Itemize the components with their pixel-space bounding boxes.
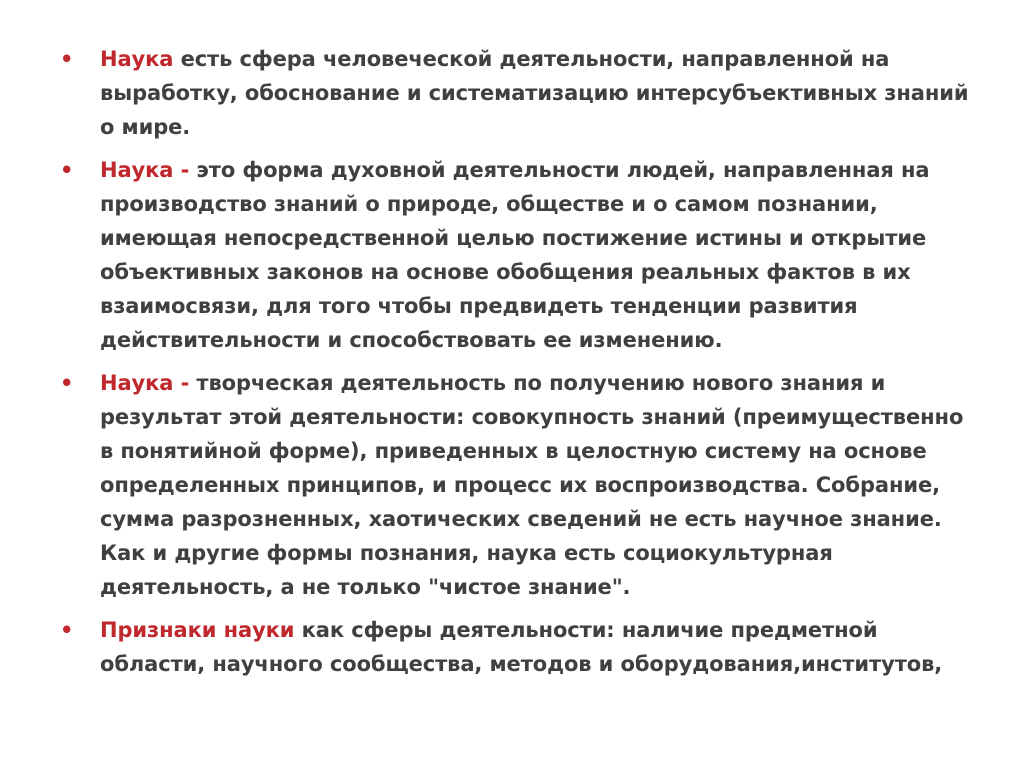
bullet-list — [60, 42, 980, 690]
bullet-term: Признаки науки — [100, 618, 295, 642]
bullet-text: как сферы деятельности: наличие предметной области, научного сообщества, методов и оборудования,институтов, — [100, 618, 943, 676]
bullet-text: это форма духовной деятельности людей, направленная на производство знаний о природе, обществе и о самом познании, имеющая непосредственной целью постижение истины и открытие объективных законов на основе обобщения реальных фактов в их взаимосвязи, для того чтобы предвидеть тенденции развития действительности и способствовать ее изменению. — [100, 158, 930, 352]
bullet-icon: • — [60, 371, 74, 395]
bullet-item — [60, 42, 980, 144]
bullet-term: Наука - — [100, 371, 190, 395]
bullet-item — [60, 153, 980, 357]
bullet-item — [60, 613, 980, 681]
bullet-text: творческая деятельность по получению нового знания и результат этой деятельности: совокупность знаний (преимущественно в понятийной форме), приведенных в целостную систему на основе определенных принципов, и процесс их воспроизводства. Собрание, сумма разрозненных, хаотических сведений не есть научное знание. Как и другие формы познания, наука есть социокультурная деятельность, а не только "чистое знание". — [100, 371, 964, 599]
bullet-item — [60, 366, 980, 604]
bullet-icon: • — [60, 47, 74, 71]
bullet-icon: • — [60, 618, 74, 642]
bullet-term: Наука — [100, 47, 174, 71]
bullet-icon: • — [60, 158, 74, 182]
bullet-term: Наука - — [100, 158, 190, 182]
bullet-text: есть сфера человеческой деятельности, направленной на выработку, обоснование и систематизацию интерсубъективных знаний о мире. — [100, 47, 969, 139]
